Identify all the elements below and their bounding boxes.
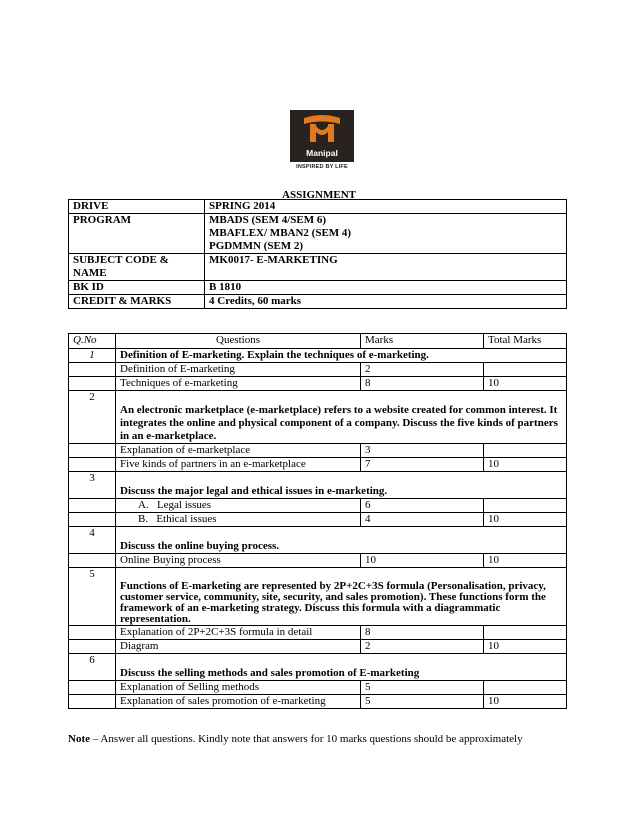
info-value [205, 254, 567, 281]
question-text: An electronic marketplace (e-marketplace) refers to a website created for common interest. It integrates the online and physical component of a company. Discuss the five kinds of partners in an e-marketplace. [116, 391, 567, 444]
page-title: ASSIGNMENT [282, 189, 356, 201]
info-row [69, 214, 567, 254]
part-label: Diagram [116, 640, 361, 654]
info-value-line: PGDMMN (SEM 2) [209, 240, 304, 252]
part-label: Five kinds of partners in an e-marketplace [116, 458, 361, 472]
question-number: 3 [69, 472, 116, 499]
marks-row [69, 681, 567, 695]
header-total-marks: Total Marks [484, 334, 567, 349]
marks-row-blank [69, 377, 116, 391]
header-qno: Q.No [69, 334, 116, 349]
part-total: 10 [484, 640, 567, 654]
info-value [205, 281, 567, 295]
table-header-row [69, 334, 567, 349]
question-number: 4 [69, 527, 116, 554]
part-marks: 8 [361, 626, 484, 640]
part-total: 10 [484, 695, 567, 709]
info-value-line: 4 Credits, 60 marks [209, 295, 302, 307]
question-row [69, 472, 567, 499]
marks-row [69, 626, 567, 640]
info-row [69, 295, 567, 309]
part-label: Techniques of e-marketing [116, 377, 361, 391]
marks-row-blank [69, 640, 116, 654]
part-label: A. Legal issues [116, 499, 361, 513]
part-total [484, 626, 567, 640]
info-label: DRIVE [69, 200, 205, 214]
part-total [484, 681, 567, 695]
part-marks: 8 [361, 377, 484, 391]
info-value [205, 214, 567, 254]
question-row [69, 349, 567, 363]
marks-row [69, 554, 567, 568]
part-label: Explanation of Selling methods [116, 681, 361, 695]
info-row [69, 281, 567, 295]
marks-row-blank [69, 681, 116, 695]
logo-tagline: INSPIRED BY LIFE [296, 164, 348, 170]
part-marks: 4 [361, 513, 484, 527]
info-value-line: B 1810 [209, 281, 242, 293]
marks-row-blank [69, 554, 116, 568]
info-row [69, 200, 567, 214]
questions-table [68, 333, 567, 709]
question-number: 6 [69, 654, 116, 681]
part-total: 10 [484, 513, 567, 527]
note-label: Note [68, 733, 90, 745]
marks-row [69, 513, 567, 527]
header-marks: Marks [361, 334, 484, 349]
info-label: PROGRAM [69, 214, 205, 254]
info-value-line: SPRING 2014 [209, 200, 276, 212]
part-marks: 2 [361, 363, 484, 377]
part-marks: 6 [361, 499, 484, 513]
part-marks: 2 [361, 640, 484, 654]
info-value [205, 295, 567, 309]
part-marks: 10 [361, 554, 484, 568]
part-total [484, 363, 567, 377]
question-text: Discuss the selling methods and sales promotion of E-marketing [116, 654, 567, 681]
question-row [69, 568, 567, 626]
question-row [69, 654, 567, 681]
header-questions: Questions [116, 334, 361, 349]
info-value-line: MBADS (SEM 4/SEM 6) [209, 214, 327, 226]
info-label: SUBJECT CODE & NAME [69, 254, 205, 281]
part-marks: 5 [361, 681, 484, 695]
marks-row [69, 363, 567, 377]
info-value-line: MK0017- E-MARKETING [209, 254, 338, 266]
info-value [205, 200, 567, 214]
marks-row-blank [69, 499, 116, 513]
marks-row-blank [69, 513, 116, 527]
marks-row [69, 695, 567, 709]
info-label: BK ID [69, 281, 205, 295]
marks-row [69, 640, 567, 654]
question-text: Functions of E-marketing are represented by 2P+2C+3S formula (Personalisation, privacy, customer service, community, site, security, and sales promotion). These functions form the framework of an e-marketing strategy. Discuss this formula with a diagrammatic representation. [116, 568, 567, 626]
info-value-line: MBAFLEX/ MBAN2 (SEM 4) [209, 227, 352, 239]
part-total: 10 [484, 554, 567, 568]
question-text: Definition of E-marketing. Explain the techniques of e-marketing. [116, 349, 567, 363]
marks-row-blank [69, 626, 116, 640]
logo-emblem [290, 110, 354, 162]
part-label: Explanation of e-marketplace [116, 444, 361, 458]
logo-word: Manipal [306, 148, 338, 158]
marks-row [69, 444, 567, 458]
part-marks: 5 [361, 695, 484, 709]
marks-row-blank [69, 444, 116, 458]
question-text: Discuss the online buying process. [116, 527, 567, 554]
question-number: 2 [69, 391, 116, 444]
part-label: B. Ethical issues [116, 513, 361, 527]
marks-row [69, 499, 567, 513]
part-label: Definition of E-marketing [116, 363, 361, 377]
question-row [69, 391, 567, 444]
question-number: 5 [69, 568, 116, 626]
info-label: CREDIT & MARKS [69, 295, 205, 309]
info-row [69, 254, 567, 281]
part-total [484, 444, 567, 458]
marks-row-blank [69, 458, 116, 472]
note-body: – Answer all questions. Kindly note that answers for 10 marks questions should be approximately [90, 733, 523, 745]
part-total [484, 499, 567, 513]
part-label: Online Buying process [116, 554, 361, 568]
manipal-logo [290, 110, 354, 174]
marks-row-blank [69, 363, 116, 377]
note-text [68, 733, 588, 745]
part-label: Explanation of 2P+2C+3S formula in detail [116, 626, 361, 640]
part-marks: 3 [361, 444, 484, 458]
marks-row [69, 458, 567, 472]
part-marks: 7 [361, 458, 484, 472]
part-total: 10 [484, 377, 567, 391]
part-label: Explanation of sales promotion of e-marketing [116, 695, 361, 709]
assignment-info-table [68, 199, 567, 309]
question-number: 1 [69, 349, 116, 363]
part-total: 10 [484, 458, 567, 472]
question-row [69, 527, 567, 554]
question-text: Discuss the major legal and ethical issues in e-marketing. [116, 472, 567, 499]
marks-row [69, 377, 567, 391]
marks-row-blank [69, 695, 116, 709]
